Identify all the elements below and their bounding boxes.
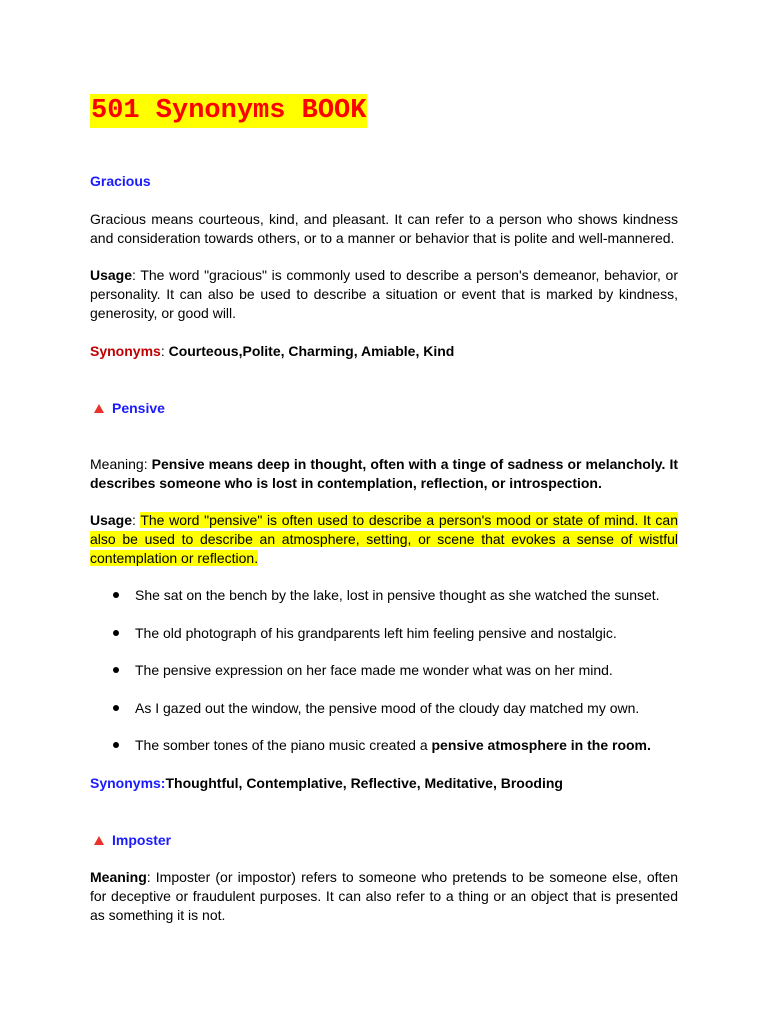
bullet-icon bbox=[113, 592, 119, 598]
list-item-bold-text: pensive atmosphere in the room. bbox=[431, 737, 651, 754]
gracious-usage bbox=[90, 266, 678, 323]
triangle-icon bbox=[94, 404, 104, 413]
synonyms-separator: : bbox=[160, 343, 169, 359]
heading-gracious: Gracious bbox=[90, 173, 151, 189]
gracious-synonyms bbox=[90, 342, 678, 361]
usage-label: Usage bbox=[90, 267, 133, 283]
list-item-text: The pensive expression on her face made me wonder what was on her mind. bbox=[135, 662, 613, 679]
synonyms-label: Synonyms bbox=[90, 343, 161, 359]
imposter-meaning bbox=[90, 868, 678, 925]
pensive-synonyms bbox=[90, 774, 678, 793]
synonyms-label: Synonyms: bbox=[90, 775, 166, 791]
list-item-text: As I gazed out the window, the pensive mood of the cloudy day matched my own. bbox=[135, 699, 640, 716]
book-title: 501 Synonyms BOOK bbox=[91, 96, 367, 126]
list-item bbox=[90, 661, 678, 680]
list-item-text: The somber tones of the piano music created a bbox=[135, 737, 432, 754]
gracious-meaning: Gracious means courteous, kind, and pleasant. It can refer to a person who shows kindness and consideration towards others, or to a manner or behavior that is polite and well-mannered. bbox=[90, 211, 678, 246]
meaning-label: Meaning bbox=[90, 869, 147, 885]
list-item bbox=[90, 736, 678, 755]
list-item bbox=[90, 699, 678, 718]
example-list bbox=[90, 586, 678, 774]
meaning-label: Meaning: bbox=[90, 456, 152, 472]
gracious-usage-text: : The word "gracious" is commonly used to describe a person's demeanor, behavior, or personality. It can also be used to describe a situation or event that is marked by kindness, generosity, or good will. bbox=[90, 267, 678, 321]
triangle-icon bbox=[94, 836, 104, 845]
heading-imposter bbox=[90, 831, 678, 850]
pensive-meaning bbox=[90, 455, 678, 493]
pensive-usage-highlighted: The word "pensive" is often used to describe a person's mood or state of mind. It can also be used to describe an atmosphere, setting, or scene that evokes a sense of wistful contemplation or reflection. bbox=[90, 512, 678, 566]
pensive-meaning-text: Pensive means deep in thought, often with a tinge of sadness or melancholy. It describes someone who is lost in contemplation, reflection, or introspection. bbox=[90, 456, 678, 491]
heading-imposter-label: Imposter bbox=[112, 832, 172, 848]
list-item bbox=[90, 586, 678, 605]
bullet-icon bbox=[113, 667, 119, 673]
heading-pensive-label: Pensive bbox=[112, 400, 165, 416]
imposter-meaning-text: : Imposter (or impostor) refers to someone who pretends to be someone else, often for deceptive or fraudulent purposes. It can also refer to a thing or an object that is presented as something it is not. bbox=[90, 869, 678, 923]
bullet-icon bbox=[113, 742, 119, 748]
list-item bbox=[90, 624, 678, 643]
pensive-usage bbox=[90, 511, 678, 568]
pensive-synonyms-list: Thoughtful, Contemplative, Reflective, Meditative, Brooding bbox=[165, 775, 563, 791]
bullet-icon bbox=[113, 630, 119, 636]
usage-separator: : bbox=[132, 512, 141, 528]
gracious-synonyms-list: Courteous,Polite, Charming, Amiable, Kind bbox=[168, 343, 455, 359]
heading-pensive bbox=[90, 399, 678, 418]
bullet-icon bbox=[113, 705, 119, 711]
list-item-text: The old photograph of his grandparents left him feeling pensive and nostalgic. bbox=[135, 624, 617, 641]
list-item-text: She sat on the bench by the lake, lost in pensive thought as she watched the sunset. bbox=[135, 587, 660, 603]
usage-label: Usage bbox=[90, 512, 133, 528]
